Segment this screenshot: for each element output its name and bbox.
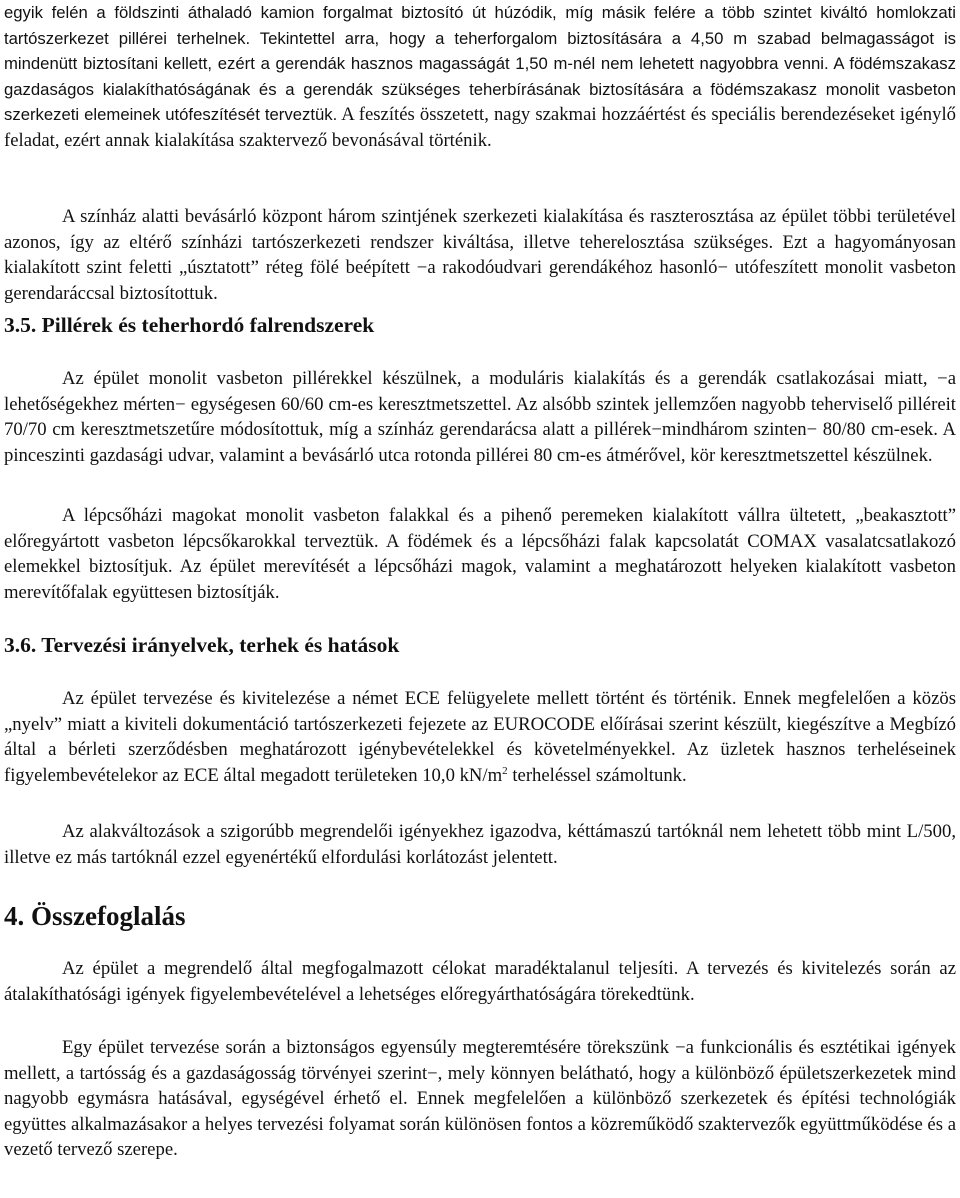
paragraph-loading-yard [4, 0, 956, 153]
paragraph-summary-2-text: Egy épület tervezése során a biztonságos egyensúly megteremtésére törekszünk −a funkcionális és esztétikai igények mellett, a tartósság és a gazdaságosság törvényei szerint−, mely könnyen belátható, hogy a különböző épületszerkezetek mind nagyobb egymásra hatásával, egységével érhető el. Ennek megfelelően a különböző szerkezetek és építési technológiák együttes alkalmazásakor a helyes tervezési folyamat során különösen fontos a közreműködő szaktervezők együttműködése és a vezető tervező szerepe. [4, 1037, 956, 1160]
heading-4: 4. Összefoglalás [4, 901, 186, 931]
paragraph-design-guidelines-end: terheléssel számoltunk. [507, 764, 687, 786]
unit-superscript: 2 [502, 764, 508, 777]
paragraph-summary-1-text: Az épület a megrendelő által megfogalmazott célokat maradéktalanul teljesíti. A tervezés és kivitelezés során az átalakíthatósági igények figyelembevételével a lehetséges előregyárthatóságára törekedtünk. [4, 958, 956, 1005]
paragraph-loading-yard-sans: egyik felén a földszinti áthaladó kamion forgalmat biztosító út húzódik, míg másik felére a több szintet kiváltó homlokzati tartószerkezet pillérei terhelnek. Tekintettel arra, hogy a teherforgalom biztosítására a 4,50 m szabad belmagasságot is mindenütt biztosítani kellett, ezért a gerendák hasznos magasságát 1,50 m-nél nem lehetett nagyobbra venni. A födémszakasz gazdaságos kialakíthatóságának és a gerendák szükséges teherbírásának biztosítására a födémszakasz monolit vasbeton szerkezeti elemeinek utófeszítését terveztük. [4, 3, 956, 124]
paragraph-loading-yard-serif: A feszítés összetett, nagy szakmai hozzáértést és speciális berendezéseket igénylő feladat, ezért annak kialakítása szaktervező bevonásával történik. [4, 104, 956, 151]
paragraph-stair-cores-text: A lépcsőházi magokat monolit vasbeton falakkal és a pihenő peremeken kialakított vállra ültetett, „beakasztott” előregyártott vasbeton lépcsőkarokkal terveztük. A födémek és a lépcsőházi falak kapcsolatát COMAX vasalatcsatlakozó elemekkel biztosítjuk. Az épület merevítését a lépcsőházi magok, valamint a meghatározott helyeken kialakított vasbeton merevítőfalak együttesen biztosítják. [4, 505, 956, 603]
paragraph-design-guidelines [4, 686, 956, 788]
paragraph-design-guidelines-text: Az épület tervezése és kivitelezése a német ECE felügyelete mellett történt és történik. Ennek megfelelően a közös „nyelv” miatt a kiviteli dokumentáció tartószerkezeti fejezete az EUROCODE előírásai szerint készült, kiegészítve a Megbízó által a bérleti szerződésben meghatározott igénybevételekkel és követelményekkel. Az üzletek hasznos terheléseinek figyelembevételekor az ECE által megadott területeken 10,0 kN/m [4, 688, 956, 786]
paragraph-deformations-text: Az alakváltozások a szigorúbb megrendelői igényekhez igazodva, kéttámaszú tartóknál nem lehetett több mint L/500, illetve ez más tartóknál ezzel egyenértékű elfordulási korlátozást jelentett. [4, 821, 956, 868]
heading-3-6: 3.6. Tervezési irányelvek, terhek és hatások [4, 633, 400, 657]
paragraph-stair-cores [4, 503, 956, 605]
paragraph-columns [4, 366, 956, 468]
paragraph-theatre-levels [4, 204, 956, 306]
paragraph-summary-2 [4, 1035, 956, 1163]
paragraph-columns-text: Az épület monolit vasbeton pillérekkel készülnek, a moduláris kialakítás és a gerendák csatlakozásai miatt, −a lehetőségekhez mérten− egységesen 60/60 cm-es keresztmetszettel. Az alsóbb szintek jellemzően nagyobb teherviselő pilléreit 70/70 cm keresztmetszetűre módosítottuk, míg a színház gerendarácsa alatt a pillérek−mindhárom szinten− 80/80 cm-esek. A pinceszinti gazdasági udvar, valamint a bevásárló utca rotonda pillérei 80 cm-es átmérővel, kör keresztmetszettel készülnek. [4, 368, 956, 466]
paragraph-deformations [4, 819, 956, 870]
paragraph-theatre-levels-text: A színház alatti bevásárló központ három szintjének szerkezeti kialakítása és raszterosztása az épület többi területével azonos, így az eltérő színházi tartószerkezeti rendszer kiváltása, illetve teherelosztása szükséges. Ezt a hagyományosan kialakított szint feletti „úsztatott” réteg fölé beépített −a rakodóudvari gerendákéhoz hasonló− utófeszített monolit vasbeton gerendaráccsal biztosítottuk. [4, 206, 956, 304]
paragraph-summary-1 [4, 956, 956, 1007]
heading-3-5: 3.5. Pillérek és teherhordó falrendszerek [4, 313, 375, 337]
